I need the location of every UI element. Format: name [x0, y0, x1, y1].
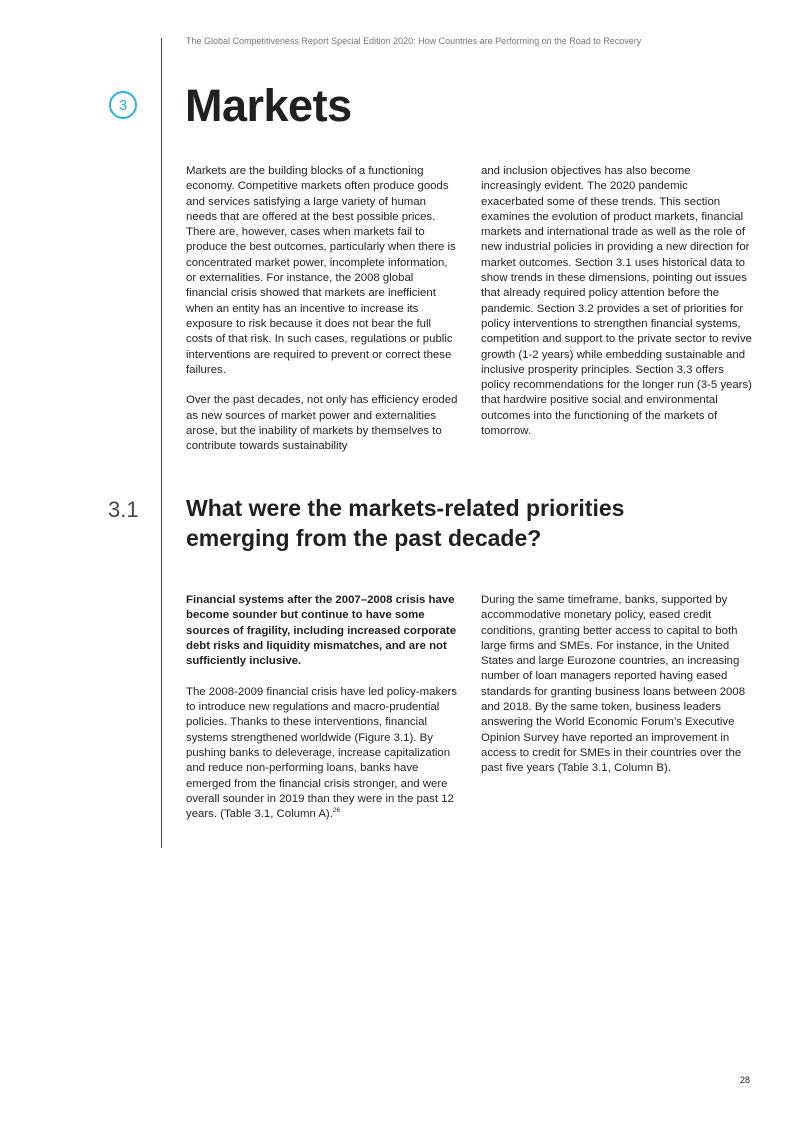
footnote-reference[interactable]: 26 — [332, 807, 341, 815]
page-number: 28 — [740, 1075, 751, 1085]
intro-paragraph: Over the past decades, not only has efficiency eroded as new sources of market power and externalities arose, but the inability of markets by themselves to contribute towards sustainability — [186, 394, 458, 453]
section-paragraph: During the same timeframe, banks, supported by accommodative monetary policy, eased credit conditions, granting better access to capital to both large firms and SMEs. For instance, in the United States and large Eurozone countries, an increasing number of loan managers reported having eased standards for granting business loans between 2008 and 2018. By the same token, business leaders answering the World Economic Forum’s Executive Opinion Survey have reported an improvement in access to credit for SMEs in their countries over the past five years (Table 3.1, Column B). — [481, 594, 746, 775]
section-lead: Financial systems after the 2007–2008 crisis have become sounder but continue to have some sources of fragility, including increased corporate debt risks and liquidity mismatches, and are not sufficiently inclusive. — [186, 594, 457, 668]
intro-column-right — [481, 164, 753, 439]
margin-rule — [161, 38, 162, 848]
chapter-number-badge — [109, 91, 137, 119]
section-title: What were the markets-related priorities emerging from the past decade? — [186, 495, 625, 551]
intro-column-left — [186, 164, 458, 455]
section-column-right — [481, 593, 753, 777]
intro-paragraph: Markets are the building blocks of a functioning economy. Competitive markets often produce goods and services satisfying a large variety of human needs that are offered at the best possible prices. There are, however, cases when markets fail to produce the best outcomes, particularly when there is concentrated market power, incomplete information, or externalities. For instance, the 2008 global financial crisis showed that markets are inefficient when an entity has an incentive to increase its exposure to risk because it does not bear the full costs of that risk. In such cases, regulations or public interventions are required to prevent or correct these failures. — [186, 165, 456, 376]
chapter-number: 3 — [118, 96, 128, 114]
intro-paragraph: and inclusion objectives has also become increasingly evident. The 2020 pandemic exacerbated some of these trends. This section examines the evolution of product markets, financial markets and international trade as well as the role of new industrial policies in providing a new direction for market outcomes. Section 3.1 uses historical data to show trends in these dimensions, pointing out issues that already required policy attention before the pandemic. Section 3.2 provides a set of priorities for policy interventions to strengthen financial systems, competition and support to the private sector to revive growth (1-2 years) while embedding sustainable and inclusive prosperity principles. Section 3.3 offers policy recommendations for the longer run (3-5 years) that hardwire positive social and environmental outcomes into the functioning of the markets of tomorrow. — [481, 165, 752, 438]
section-paragraph — [186, 685, 458, 823]
running-header: The Global Competitiveness Report Special Edition 2020: How Countries are Performing on the Road to Recovery — [186, 36, 642, 46]
section-column-left — [186, 593, 458, 822]
section-paragraph-text: The 2008-2009 financial crisis have led policy-makers to introduce new regulations and macro-prudential policies. Thanks to these interventions, financial systems strengthened worldwide (Figure 3.1). By pushing banks to deleverage, increase capitalization and reduce non-performing loans, banks have emerged from the financial crisis stronger, and were overall sounder in 2019 than they were in the past 12 years. (Table 3.1, Column A). — [186, 685, 457, 821]
chapter-title: Markets — [185, 80, 352, 131]
section-number: 3.1 — [108, 497, 139, 522]
